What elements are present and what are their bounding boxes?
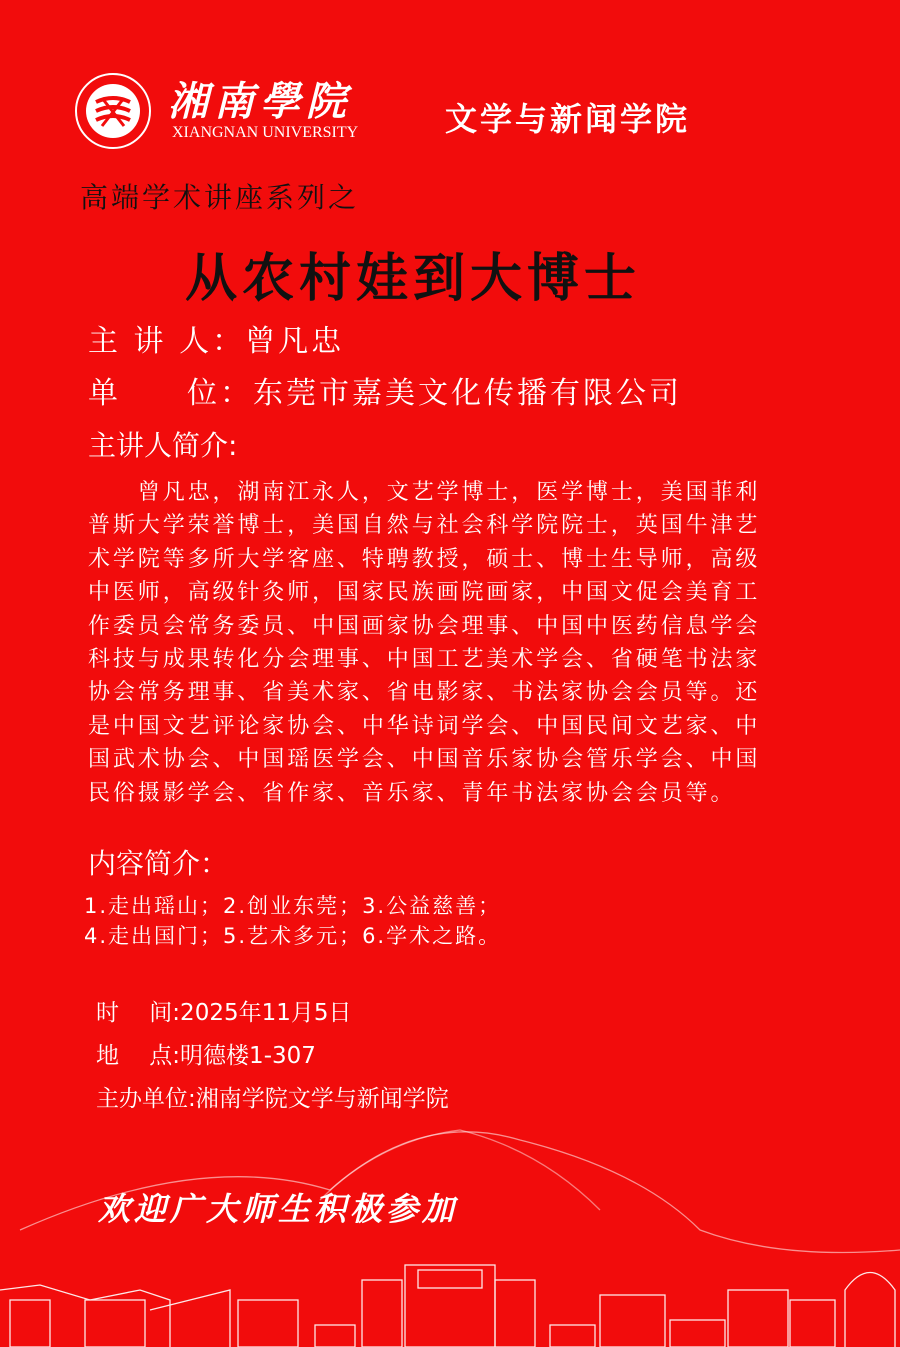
unit-label: 单 位： [88,376,253,411]
speaker-line [88,316,344,360]
event-host: 主办单位:湘南学院文学与新闻学院 [96,1086,449,1112]
event-time: 时 间:2025年11月5日 [96,1000,352,1026]
bio-line: 协会常务理事、省美术家、省电影家、书法家协会会员等。还 [88,680,761,706]
school-name-en: XIANGNAN UNIVERSITY [172,124,359,141]
unit-name: 东莞市嘉美文化传播有限公司 [253,376,682,411]
bio-line: 中医师，高级针灸师，国家民族画院画家，中国文促会美育工 [88,580,761,606]
bio-line: 民俗摄影学会、省作家、音乐家、青年书法家协会会员等。 [88,780,736,806]
bio-heading: 主讲人简介: [88,429,238,462]
college-name: 文学与新闻学院 [445,100,691,138]
content-line: 4.走出国门；5.艺术多元；6.学术之路。 [84,924,502,948]
series-label: 高端学术讲座系列之 [80,181,360,214]
bio-line: 普斯大学荣誉博士，美国自然与社会科学院院士，英国牛津艺 [88,513,761,539]
speaker-name: 曾凡忠 [245,324,345,359]
unit-line [88,368,682,412]
bio-line: 国武术协会、中国瑶医学会、中国音乐家协会管乐学会、中国 [88,747,761,773]
bio-line: 术学院等多所大学客座、特聘教授，硕士、博士生导师，高级 [88,546,761,572]
bio-line: 是中国文艺评论家协会、中华诗词学会、中国民间文艺家、中 [88,713,761,739]
welcome-slogan: 欢迎广大师生积极参加 [98,1190,459,1228]
bio-line: 作委员会常务委员、中国画家协会理事、中国中医药信息学会 [88,613,761,639]
bio-text [88,476,760,810]
bio-line: 曾凡忠，湖南江永人，文艺学博士，医学博士，美国菲利 [88,480,761,505]
content-line: 1.走出瑶山；2.创业东莞；3.公益慈善； [84,894,502,918]
school-name-cn: 湘南學院 [168,78,352,125]
speaker-label: 主 讲 人： [88,324,246,359]
bio-line: 科技与成果转化分会理事、中国工艺美术学会、省硬笔书法家 [88,647,761,673]
content-list [84,891,501,951]
xiangnan-university-logo [74,72,152,150]
event-place: 地 点:明德楼1-307 [96,1043,316,1069]
content-heading: 内容简介： [88,847,229,880]
lecture-title: 从农村娃到大博士 [185,249,642,309]
